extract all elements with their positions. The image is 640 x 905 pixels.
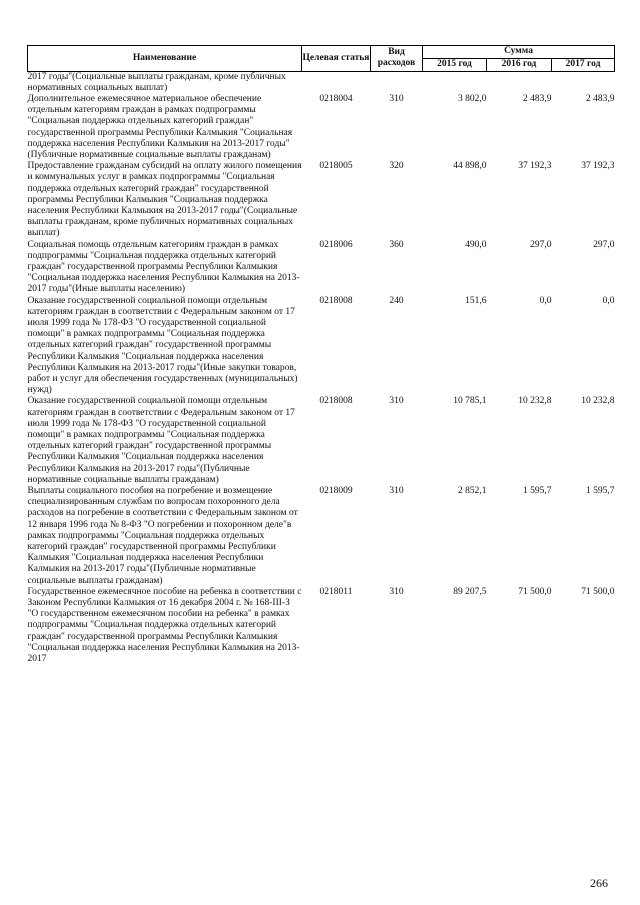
table-row bbox=[28, 587, 615, 665]
budget-table bbox=[27, 45, 615, 665]
table-header bbox=[28, 46, 615, 72]
table-row bbox=[28, 94, 615, 161]
row-target-article: 0218004 bbox=[319, 93, 353, 104]
row-expense-type: 360 bbox=[389, 239, 404, 250]
row-sum-2017: 0,0 bbox=[602, 295, 615, 306]
row-sum-2017: 2 483,9 bbox=[586, 93, 615, 104]
row-sum-2016: 10 232,8 bbox=[518, 396, 552, 407]
table-row bbox=[28, 71, 615, 94]
table-row bbox=[28, 240, 615, 296]
row-sum-2016: 0,0 bbox=[539, 295, 552, 306]
table-row bbox=[28, 396, 615, 486]
row-sum-2016: 2 483,9 bbox=[523, 93, 552, 104]
row-sum-2016: 297,0 bbox=[530, 239, 552, 250]
row-name: Выплаты социального пособия на погребение и возмещение специализированным службам по вопросам похоронного дела расходов на погребение в соответствии с Федеральным законом от 12 января 1996 года № 8-ФЗ "О погребении и похоронном деле"в рамках подпрограммы "Социальная поддержка отдельных категорий граждан" государственной программы Республики Калмыкия "Социальная поддержка населения Республики Калмыкия на 2013-2017 годы"(Публичные нормативные социальные выплаты гражданам) bbox=[27, 486, 298, 586]
row-expense-type: 240 bbox=[389, 295, 404, 306]
row-expense-type: 310 bbox=[389, 486, 404, 497]
row-target-article: 0218006 bbox=[319, 239, 353, 250]
row-sum-2017: 71 500,0 bbox=[581, 586, 615, 597]
row-expense-type: 320 bbox=[389, 161, 404, 172]
row-expense-type: 310 bbox=[389, 586, 404, 597]
row-sum-2016: 1 595,7 bbox=[523, 486, 552, 497]
row-sum-2017: 10 232,8 bbox=[581, 396, 615, 407]
page-number: 266 bbox=[590, 876, 608, 890]
row-expense-type bbox=[371, 71, 423, 94]
row-target-article: 0218005 bbox=[319, 161, 353, 172]
table-row bbox=[28, 486, 615, 587]
header-year-2015: 2015 год bbox=[423, 59, 487, 72]
table-body bbox=[28, 71, 615, 665]
row-sum-2017: 1 595,7 bbox=[586, 486, 615, 497]
row-sum-2015: 2 852,1 bbox=[458, 486, 487, 497]
header-year-2016: 2016 год bbox=[487, 59, 552, 72]
row-target-article: 0218009 bbox=[319, 486, 353, 497]
row-sum-2015: 44 898,0 bbox=[453, 161, 487, 172]
header-name: Наименование bbox=[28, 46, 302, 72]
row-name: Предоставление гражданам субсидий на оплату жилого помещения и коммунальных услуг в рамках подпрограммы "Социальная поддержка отдельных категорий граждан" государственной программы Республики Калмыкия "Социальная поддержка населения Республики Калмыкия на 2013-2017 годы"(Социальные выплаты гражданам, кроме публичных нормативных социальных выплат) bbox=[27, 161, 302, 239]
row-sum-2016: 37 192,3 bbox=[518, 161, 552, 172]
row-sum-2017: 37 192,3 bbox=[581, 161, 615, 172]
header-target-article: Целевая статья bbox=[302, 46, 371, 72]
row-target-article: 0218008 bbox=[319, 396, 353, 407]
row-sum-2017 bbox=[552, 71, 615, 94]
row-expense-type: 310 bbox=[389, 396, 404, 407]
row-expense-type: 310 bbox=[389, 93, 404, 104]
row-sum-2017: 297,0 bbox=[593, 239, 615, 250]
row-target-article bbox=[302, 71, 371, 94]
row-sum-2015 bbox=[423, 71, 487, 94]
row-sum-2015: 3 802,0 bbox=[458, 93, 487, 104]
row-name: Государственное ежемесячное пособие на ребенка в соответствии с Законом Республики Калмыкия от 16 декабря 2004 г. № 168-III-З "О государственном ежемесячном пособии на ребенка" в рамках подпрограммы "Социальная поддержка отдельных категорий граждан" государственной программы Республики Калмыкия "Социальная поддержка населения Республики Калмыкия на 2013-2017 bbox=[27, 586, 302, 665]
header-year-2017: 2017 год bbox=[552, 59, 615, 72]
row-target-article: 0218011 bbox=[319, 586, 353, 597]
header-expense-type: Вид расходов bbox=[371, 46, 423, 72]
row-sum-2015: 490,0 bbox=[465, 239, 487, 250]
row-name: Оказание государственной социальной помощи отдельным категориям граждан в соответствии с Федеральным законом от 17 июля 1999 года № 178-ФЗ "О государственной социальной помощи" в рамках подпрограммы "Социальная поддержка отдельных категорий граждан" государственной программы Республики Калмыкия "Социальная поддержка населения Республики Калмыкия на 2013-2017 годы"(Публичные нормативные социальные выплаты гражданам) bbox=[27, 396, 295, 485]
row-name: Социальная помощь отдельным категориям граждан в рамках подпрограммы "Социальная поддержка отдельных категорий граждан" государственной программы Республики Калмыкия "Социальная поддержка населения Республики Калмыкия на 2013-2017 годы"(Иные выплаты населению) bbox=[27, 239, 300, 295]
row-name: Оказание государственной социальной помощи отдельным категориям граждан в соответствии с Федеральным законом от 17 июля 1999 года № 178-ФЗ "О государственной социальной помощи" в рамках подпрограммы "Социальная поддержка отдельных категорий граждан" государственной программы Республики Калмыкия "Социальная поддержка населения Республики Калмыкия на 2013-2017 годы"(Иные закупки товаров, работ и услуг для обеспечения государственных (муниципальных) нужд) bbox=[27, 295, 298, 396]
header-sum: Сумма bbox=[423, 46, 615, 59]
row-sum-2016 bbox=[487, 71, 552, 94]
row-sum-2015: 89 207,5 bbox=[453, 586, 487, 597]
row-target-article: 0218008 bbox=[319, 295, 353, 306]
table-row bbox=[28, 296, 615, 397]
row-name: Дополнительное ежемесячное материальное обеспечение отдельным категориям граждан в рамках подпрограммы "Социальная поддержка отдельных категорий граждан" государственной программы Республики Калмыкия "Социальная поддержка населения Республики Калмыкия на 2013-2017 годы"(Публичные нормативные социальные выплаты гражданам) bbox=[27, 93, 293, 160]
row-name: 2017 годы"(Социальные выплаты гражданам, кроме публичных нормативных социальных выплат) bbox=[27, 71, 286, 93]
table-row bbox=[28, 161, 615, 239]
row-sum-2016: 71 500,0 bbox=[518, 586, 552, 597]
row-sum-2015: 10 785,1 bbox=[453, 396, 487, 407]
row-sum-2015: 151,6 bbox=[465, 295, 487, 306]
